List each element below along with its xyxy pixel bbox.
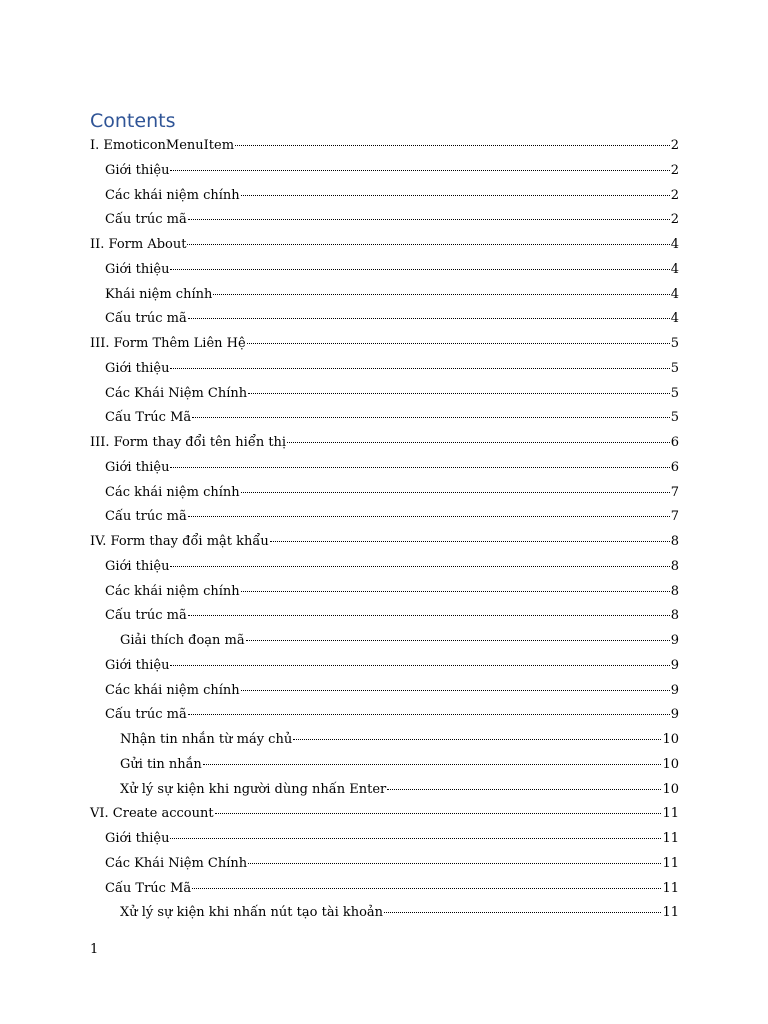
toc-entry-title[interactable]: I. EmoticonMenuItem: [90, 138, 235, 153]
toc-entry-title[interactable]: Giới thiệu: [105, 459, 170, 475]
toc-entry[interactable]: [90, 357, 679, 382]
toc-entry-page-number[interactable]: 11: [662, 880, 679, 896]
toc-entry-page-number[interactable]: 10: [662, 781, 679, 797]
toc-entry-page-number[interactable]: 4: [670, 286, 679, 302]
toc-entry-title[interactable]: Các khái niệm chính: [105, 484, 240, 500]
toc-entry[interactable]: [90, 283, 679, 308]
toc-dot-leader: [248, 863, 661, 864]
toc-dot-leader: [248, 393, 670, 394]
toc-entry[interactable]: [90, 307, 679, 332]
toc-entry-page-number[interactable]: 8: [670, 583, 679, 599]
toc-entry-title[interactable]: Xử lý sự kiện khi người dùng nhấn Enter: [120, 781, 387, 797]
toc-entry-title[interactable]: Các khái niệm chính: [105, 682, 240, 698]
toc-entry-title[interactable]: Các Khái Niệm Chính: [105, 385, 248, 401]
toc-entry-title[interactable]: Giới thiệu: [105, 831, 170, 846]
toc-dot-leader: [188, 516, 670, 517]
toc-dot-leader: [241, 591, 670, 592]
toc-entry-page-number[interactable]: 9: [670, 657, 679, 673]
toc-entry[interactable]: [90, 233, 679, 258]
toc-entry-title[interactable]: III. Form thay đổi tên hiển thị: [90, 435, 287, 450]
toc-dot-leader: [170, 170, 669, 171]
toc-entry-page-number[interactable]: 11: [662, 855, 679, 871]
toc-entry-page-number[interactable]: 7: [670, 509, 679, 525]
toc-entry-page-number[interactable]: 8: [670, 534, 679, 549]
toc-entry-title[interactable]: III. Form Thêm Liên Hệ: [90, 336, 246, 351]
toc-entry-page-number[interactable]: 2: [670, 212, 679, 228]
toc-dot-leader: [188, 615, 670, 616]
toc-entry[interactable]: [90, 134, 679, 159]
table-of-contents: [90, 134, 679, 926]
toc-dot-leader: [187, 244, 669, 245]
toc-dot-leader: [384, 912, 661, 913]
toc-entry[interactable]: [90, 530, 679, 555]
toc-entry[interactable]: [90, 580, 679, 605]
toc-entry-title[interactable]: Gửi tin nhắn: [120, 756, 202, 772]
toc-entry[interactable]: [90, 382, 679, 407]
toc-entry-page-number[interactable]: 5: [670, 336, 679, 351]
toc-entry-page-number[interactable]: 4: [670, 237, 679, 252]
toc-entry-title[interactable]: Các Khái Niệm Chính: [105, 855, 248, 871]
toc-entry-title[interactable]: Cấu trúc mã: [105, 311, 187, 327]
toc-entry[interactable]: [90, 505, 679, 530]
toc-entry[interactable]: [90, 901, 679, 926]
toc-dot-leader: [170, 467, 669, 468]
toc-entry-page-number[interactable]: 8: [670, 558, 679, 574]
toc-entry-page-number[interactable]: 2: [670, 162, 679, 178]
toc-entry-page-number[interactable]: 6: [670, 459, 679, 475]
toc-dot-leader: [246, 640, 670, 641]
toc-entry-title[interactable]: Cấu Trúc Mã: [105, 880, 192, 896]
toc-entry-title[interactable]: Cấu trúc mã: [105, 509, 187, 525]
toc-entry-title[interactable]: Giới thiệu: [105, 261, 170, 277]
toc-entry[interactable]: [90, 431, 679, 456]
toc-entry-page-number[interactable]: 4: [670, 311, 679, 327]
toc-entry[interactable]: [90, 208, 679, 233]
toc-entry-page-number[interactable]: 11: [662, 806, 679, 822]
toc-dot-leader: [188, 318, 670, 319]
toc-entry-page-number[interactable]: 2: [670, 187, 679, 203]
toc-entry-title[interactable]: Giải thích đoạn mã: [120, 633, 245, 648]
toc-entry-page-number[interactable]: 2: [670, 138, 679, 153]
toc-dot-leader: [170, 838, 661, 839]
toc-entry-title[interactable]: Các khái niệm chính: [105, 187, 240, 203]
toc-entry-title[interactable]: Nhận tin nhắn từ máy chủ: [120, 732, 293, 747]
toc-dot-leader: [188, 714, 670, 715]
toc-dot-leader: [170, 368, 669, 369]
toc-entry-title[interactable]: II. Form About: [90, 237, 187, 252]
toc-dot-leader: [192, 888, 661, 889]
toc-entry-page-number[interactable]: 11: [662, 831, 679, 846]
toc-entry-title[interactable]: Giới thiệu: [105, 162, 170, 178]
toc-dot-leader: [235, 145, 670, 146]
toc-entry-title[interactable]: Cấu trúc mã: [105, 707, 187, 723]
toc-entry-page-number[interactable]: 8: [670, 608, 679, 624]
toc-dot-leader: [241, 492, 670, 493]
toc-dot-leader: [287, 442, 670, 443]
toc-entry[interactable]: [90, 753, 679, 778]
toc-dot-leader: [213, 294, 669, 295]
toc-entry-page-number[interactable]: 9: [670, 633, 679, 648]
toc-entry-page-number[interactable]: 9: [670, 682, 679, 698]
toc-entry[interactable]: [90, 332, 679, 357]
toc-dot-leader: [170, 566, 669, 567]
toc-entry-title[interactable]: Xử lý sự kiện khi nhấn nút tạo tài khoản: [120, 905, 384, 921]
toc-entry-title[interactable]: Cấu trúc mã: [105, 212, 187, 228]
toc-entry-title[interactable]: Giới thiệu: [105, 657, 170, 673]
toc-entry-title[interactable]: Giới thiệu: [105, 360, 170, 376]
toc-dot-leader: [270, 541, 670, 542]
toc-entry-title[interactable]: Cấu Trúc Mã: [105, 410, 192, 426]
toc-entry-page-number[interactable]: 7: [670, 484, 679, 500]
toc-entry[interactable]: [90, 555, 679, 580]
toc-entry[interactable]: [90, 456, 679, 481]
toc-entry-title[interactable]: Giới thiệu: [105, 558, 170, 574]
toc-dot-leader: [170, 269, 669, 270]
toc-entry-page-number[interactable]: 10: [662, 756, 679, 772]
toc-entry-page-number[interactable]: 6: [670, 435, 679, 450]
page-number: 1: [90, 942, 99, 957]
toc-entry[interactable]: [90, 679, 679, 704]
toc-dot-leader: [192, 417, 670, 418]
toc-entry[interactable]: [90, 629, 679, 654]
toc-entry-title[interactable]: Các khái niệm chính: [105, 583, 240, 599]
toc-dot-leader: [215, 813, 662, 814]
toc-entry-title[interactable]: VI. Create account: [90, 806, 214, 822]
toc-dot-leader: [203, 764, 662, 765]
toc-heading: Contents: [90, 110, 176, 132]
toc-dot-leader: [188, 219, 670, 220]
toc-entry[interactable]: [90, 877, 679, 902]
toc-entry[interactable]: [90, 184, 679, 209]
toc-dot-leader: [241, 195, 670, 196]
toc-dot-leader: [387, 789, 661, 790]
toc-entry[interactable]: [90, 703, 679, 728]
toc-entry[interactable]: [90, 827, 679, 852]
toc-entry-page-number[interactable]: 4: [670, 261, 679, 277]
toc-dot-leader: [247, 343, 670, 344]
toc-entry[interactable]: [90, 406, 679, 431]
toc-entry[interactable]: [90, 604, 679, 629]
toc-entry[interactable]: [90, 852, 679, 877]
toc-entry-page-number[interactable]: 5: [670, 360, 679, 376]
toc-entry[interactable]: [90, 728, 679, 753]
toc-entry-page-number[interactable]: 10: [662, 732, 679, 747]
toc-dot-leader: [293, 739, 661, 740]
toc-entry[interactable]: [90, 159, 679, 184]
toc-entry[interactable]: [90, 778, 679, 803]
toc-entry-page-number[interactable]: 11: [662, 905, 679, 921]
toc-entry-title[interactable]: Khái niệm chính: [105, 286, 213, 302]
toc-entry-page-number[interactable]: 5: [670, 410, 679, 426]
toc-entry[interactable]: [90, 802, 679, 827]
toc-entry-page-number[interactable]: 5: [670, 385, 679, 401]
toc-entry[interactable]: [90, 258, 679, 283]
toc-entry[interactable]: [90, 654, 679, 679]
toc-entry-page-number[interactable]: 9: [670, 707, 679, 723]
toc-dot-leader: [170, 665, 669, 666]
toc-entry-title[interactable]: IV. Form thay đổi mật khẩu: [90, 534, 269, 549]
toc-entry-title[interactable]: Cấu trúc mã: [105, 608, 187, 624]
toc-entry[interactable]: [90, 481, 679, 506]
toc-dot-leader: [241, 690, 670, 691]
